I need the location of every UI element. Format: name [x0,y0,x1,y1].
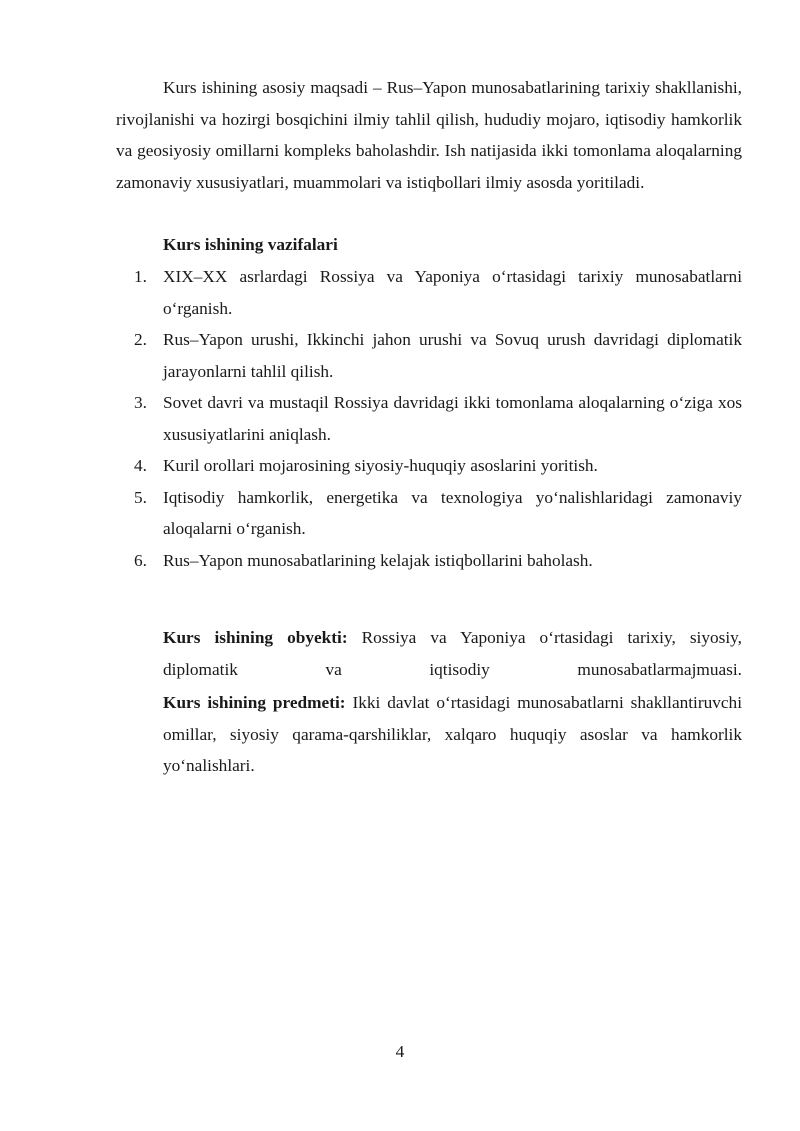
object-text: Rossiya va Yaponiya o‘rtasidagi tarixiy, siyosiy, diplomatik va iqtisodiy munosabatlarmajmuasi. [163,628,742,679]
list-item [134,324,742,387]
tasks-heading: Kurs ishining vazifalari [163,235,338,254]
subject-paragraph [163,687,742,782]
list-item [134,482,742,545]
list-item-number: 6. [134,550,147,570]
list-item [134,450,742,482]
list-item-text: Rus–Yapon urushi, Ikkinchi jahon urushi va Sovuq urush davridagi diplomatik jarayonlarni tahlil qilish. [163,330,742,381]
page-number: 4 [395,1042,405,1061]
intro-paragraph: Kurs ishining asosiy maqsadi – Rus–Yapon munosabatlarining tarixiy shakllanishi, rivojlanishi va hozirgi bosqichini ilmiy tahlil qilish, hududiy mojaro, iqtisodiy hamkorlik va geosiyosiy omillarni kompleks baholashdir. Ish natijasida ikki tomonlama aloqalarning zamonaviy xususiyatlari, muammolari va istiqbollari ilmiy asosda yoritiladi. [116,78,742,192]
subject-text: Ikki davlat o‘rtasidagi munosabatlarni shakllantiruvchi omillar, siyosiy qarama-qarshiliklar, xalqaro huquqiy asoslar va hamkorlik yo‘nalishlari. [163,693,743,775]
object-label: Kurs ishining obyekti: [163,628,348,647]
list-item-number: 4. [134,456,147,475]
list-item-text: Kuril orollari mojarosining siyosiy-huquqiy asoslarini yoritish. [163,456,598,475]
list-item [134,387,742,450]
object-paragraph [163,622,742,685]
list-item-text: Rus–Yapon munosabatlarining kelajak istiqbollarini baholash. [163,550,593,570]
list-item-number: 3. [134,393,147,412]
list-item-text: Iqtisodiy hamkorlik, energetika va texnologiya yo‘nalishlaridagi zamonaviy aloqalarni o‘rganish. [163,487,742,538]
subject-label: Kurs ishining predmeti: [163,693,346,712]
list-item-text: Sovet davri va mustaqil Rossiya davridagi ikki tomonlama aloqalarning o‘ziga xos xususiyatlarini aniqlash. [163,393,742,444]
list-item-number: 2. [134,330,147,349]
list-item [134,261,742,324]
list-item-number: 5. [134,487,147,507]
list-item [134,545,742,577]
list-item-text: XIX–XX asrlardagi Rossiya va Yaponiya o‘rtasidagi tarixiy munosabatlarni o‘rganish. [163,267,742,318]
tasks-list [134,261,742,576]
list-item-number: 1. [134,267,147,286]
